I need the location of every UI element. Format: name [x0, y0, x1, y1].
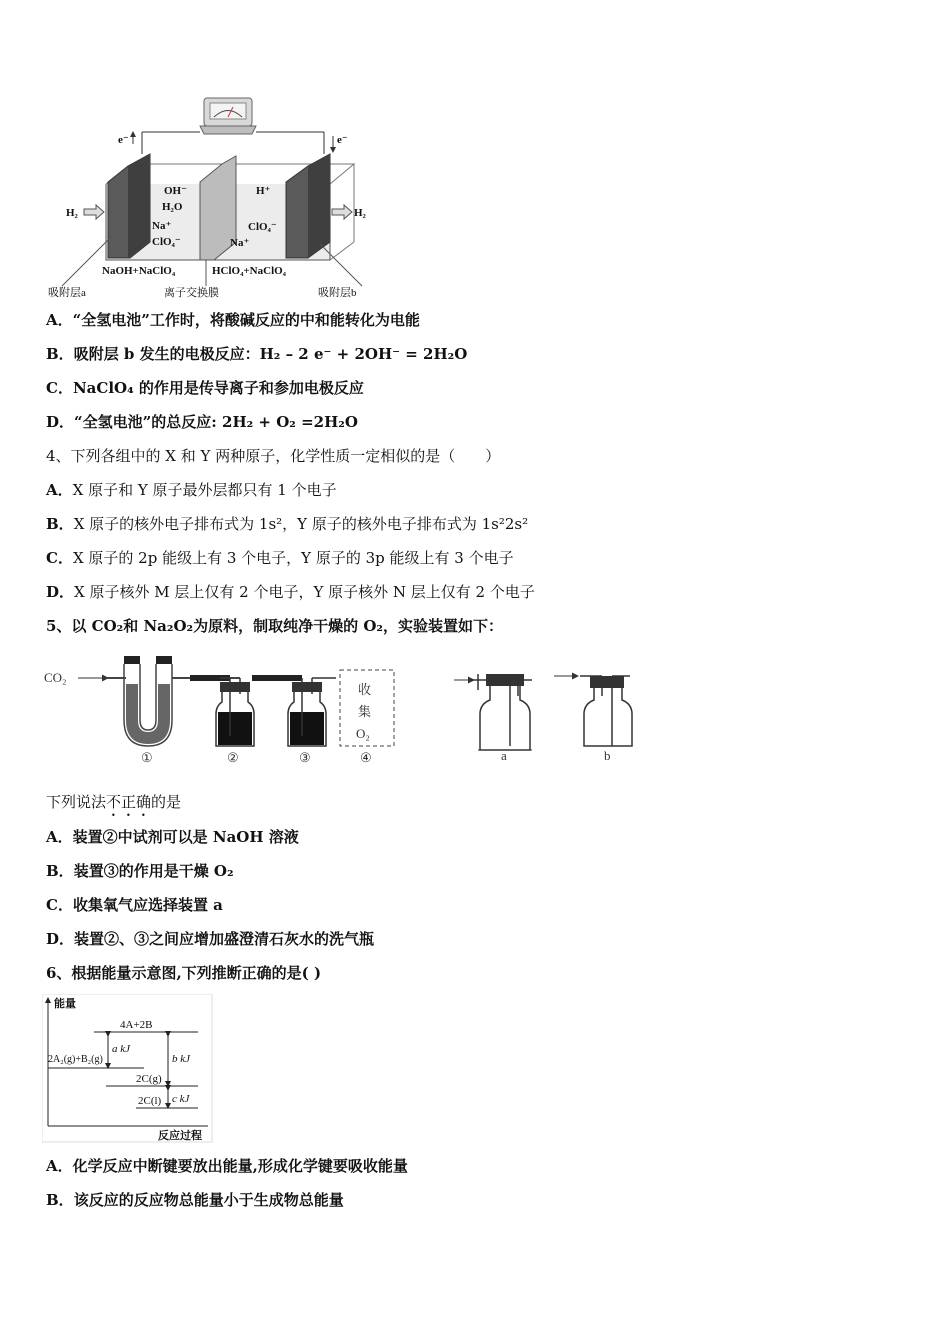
collect-char-3: O₂: [356, 726, 370, 741]
level-2c-gas: 2C(g): [136, 1073, 162, 1085]
option-letter: C．: [46, 896, 73, 914]
y-axis-label: 能量: [54, 998, 76, 1010]
option-text: 该反应的反应物总能量小于生成物总能量: [73, 1191, 344, 1209]
device-number-1: ①: [141, 750, 153, 765]
prompt-suffix: 的是: [151, 793, 182, 811]
na-right-label: Na⁺: [230, 237, 250, 249]
prompt-prefix: 下列说法: [46, 793, 107, 811]
option-text: NaClO₄ 的作用是传导离子和参加电极反应: [72, 379, 364, 397]
level-4a2b: 4A+2B: [120, 1019, 153, 1031]
collect-char-1: 收: [358, 682, 372, 697]
h2-out-arrow-icon: [332, 205, 352, 219]
left-solution-label: NaOH+NaClO₄: [102, 265, 176, 277]
option-letter: B．: [46, 862, 74, 880]
option-text: 吸附层 b 发生的电极反应：H₂ – 2 e⁻ + 2OH⁻ = 2H₂O: [73, 345, 468, 363]
option-letter: D．: [46, 413, 75, 431]
q5-option-c: [46, 895, 223, 915]
q4-option-b: [46, 514, 528, 534]
bottle-a-label: a: [501, 748, 507, 763]
option-letter: B．: [46, 1191, 74, 1209]
wash-bottle-3: [288, 678, 336, 746]
q3-option-c: [46, 378, 364, 398]
option-letter: B．: [46, 515, 74, 533]
q6-stem: 6、根据能量示意图,下列推断正确的是( ): [46, 964, 322, 982]
option-text: X 原子的 2p 能级上有 3 个电子，Y 原子的 3p 能级上有 3 个电子: [72, 549, 514, 567]
device-number-3: ③: [299, 750, 311, 765]
clo4-right-label: ClO₄⁻: [248, 221, 277, 233]
h2-out-label: H₂: [354, 207, 366, 219]
clo4-left-label: ClO₄⁻: [152, 236, 181, 248]
hydrogen-cell-figure: [40, 92, 400, 304]
h2-in-label: H₂: [66, 207, 78, 219]
c-kj-label: c kJ: [172, 1093, 190, 1105]
option-text: X 原子的核外电子排布式为 1s²，Y 原子的核外电子排布式为 1s²2s²: [73, 515, 529, 533]
galvanometer-icon: [200, 98, 256, 134]
electron-right-label: e⁻: [337, 134, 348, 146]
energy-diagram: [42, 994, 214, 1144]
device-number-4: ④: [360, 750, 372, 765]
option-text: 收集氧气应选择装置 a: [72, 896, 223, 914]
option-letter: A．: [46, 1157, 73, 1175]
collection-bottle-a: [454, 674, 532, 750]
na-left-label: Na⁺: [152, 220, 172, 232]
option-letter: D．: [46, 930, 75, 948]
layer-b-label: 吸附层b: [318, 287, 357, 299]
q5-option-a: [46, 827, 299, 847]
q3-option-d: [46, 412, 358, 432]
a-kj-label: a kJ: [112, 1043, 131, 1055]
option-letter: C．: [46, 549, 73, 567]
layer-a-label: 吸附层a: [48, 287, 86, 299]
q6-option-a: [46, 1156, 408, 1176]
device-number-2: ②: [227, 750, 239, 765]
q3-option-b: [46, 344, 467, 364]
adsorption-layer-b: [286, 154, 330, 258]
right-solution-label: HClO₄+NaClO₄: [212, 265, 286, 277]
option-text: “全氢电池”的总反应: 2H₂ + O₂ =2H₂O: [74, 413, 358, 431]
option-letter: A．: [46, 481, 73, 499]
u-tube-1: [106, 656, 190, 746]
q6-option-b: [46, 1190, 344, 1210]
h2o-label: H₂O: [162, 201, 183, 213]
option-text: 装置②、③之间应增加盛澄清石灰水的洗气瓶: [74, 930, 375, 948]
q5-stem: 5、以 CO₂和 Na₂O₂为原料，制取纯净干燥的 O₂，实验装置如下：: [46, 617, 503, 635]
h2-in-arrow-icon: [84, 205, 104, 219]
prompt-emphasis: 不正确: [106, 793, 152, 811]
oh-ion-label: OH⁻: [164, 185, 187, 197]
q4-option-d: [46, 582, 535, 602]
q4-option-c: [46, 548, 514, 568]
q5-option-b: [46, 861, 234, 881]
electron-left-label: e⁻: [118, 134, 129, 146]
option-letter: D．: [46, 583, 75, 601]
membrane-label: 离子交换膜: [164, 287, 219, 299]
apparatus-figure: [40, 650, 640, 772]
b-kj-label: b kJ: [172, 1053, 191, 1065]
wash-bottle-2: [216, 678, 254, 746]
level-reactants: 2A₂(g)+B₂(g): [48, 1054, 103, 1065]
option-text: 装置③的作用是干燥 O₂: [73, 862, 234, 880]
option-letter: B．: [46, 345, 74, 363]
q3-option-a: [46, 310, 420, 330]
option-letter: C．: [46, 379, 73, 397]
q5-prompt: [46, 792, 181, 820]
x-axis-label: 反应过程: [158, 1130, 202, 1142]
h-ion-label: H⁺: [256, 185, 271, 197]
option-letter: A．: [46, 311, 73, 329]
co2-label: CO₂: [44, 670, 67, 685]
level-2c-liquid: 2C(l): [138, 1095, 162, 1107]
option-text: X 原子核外 M 层上仅有 2 个电子，Y 原子核外 N 层上仅有 2 个电子: [74, 583, 535, 601]
adsorption-layer-a: [108, 154, 150, 258]
option-text: “全氢电池”工作时，将酸碱反应的中和能转化为电能: [72, 311, 420, 329]
option-text: 化学反应中断键要放出能量,形成化学键要吸收能量: [72, 1157, 408, 1175]
option-letter: A．: [46, 828, 73, 846]
collect-char-2: 集: [358, 704, 372, 719]
collection-bottle-b: [554, 676, 632, 746]
q4-stem: 4、下列各组中的 X 和 Y 两种原子，化学性质一定相似的是（ ）: [46, 447, 501, 465]
option-text: 装置②中试剂可以是 NaOH 溶液: [72, 828, 299, 846]
option-text: X 原子和 Y 原子最外层都只有 1 个电子: [72, 481, 337, 499]
q4-option-a: [46, 480, 337, 500]
bottle-b-label: b: [604, 748, 611, 763]
q5-option-d: [46, 929, 374, 949]
